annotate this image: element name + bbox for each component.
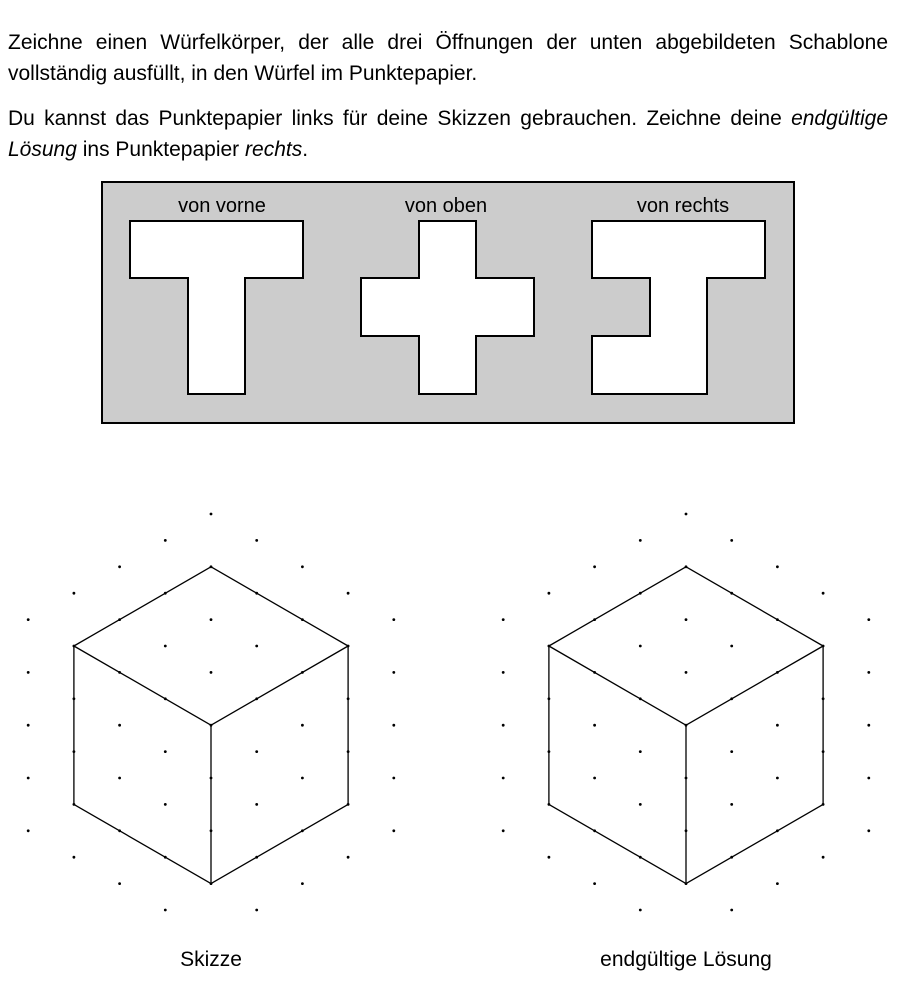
grid-dot (822, 856, 825, 859)
grid-dot (593, 882, 596, 885)
grid-dot (776, 777, 779, 780)
grid-dot (776, 565, 779, 568)
grid-dot (867, 724, 870, 727)
grid-dot (73, 592, 76, 595)
emphasis-final-solution: endgültige Lösung (8, 107, 888, 161)
instruction-text: . (302, 138, 309, 161)
grid-dot (164, 539, 167, 542)
dot-paper-sketch[interactable] (0, 490, 460, 930)
grid-dot (301, 724, 304, 727)
grid-dot (730, 539, 733, 542)
grid-dot (776, 724, 779, 727)
grid-dot (776, 882, 779, 885)
grid-dot (210, 513, 213, 516)
grid-dot (255, 909, 258, 912)
grid-dot (210, 618, 213, 621)
grid-dot (164, 803, 167, 806)
cube-edge (211, 646, 348, 725)
grid-dot (822, 592, 825, 595)
grid-dot (164, 750, 167, 753)
cube-edge (549, 567, 686, 646)
caption-final-solution: endgültige Lösung (600, 948, 772, 971)
grid-dot (255, 539, 258, 542)
grid-dot (639, 750, 642, 753)
cube-edge (74, 804, 211, 883)
grid-dot (639, 803, 642, 806)
grid-dot (164, 909, 167, 912)
grid-dot (548, 856, 551, 859)
grid-dot (27, 671, 30, 674)
grid-dot (255, 750, 258, 753)
stencil-label-top: von oben (404, 195, 488, 217)
grid-dot (27, 777, 30, 780)
grid-dot (502, 829, 505, 832)
instruction-text: ins Punktepapier (76, 138, 246, 161)
instruction-text: Du kannst das Punktepapier links für deine Skizzen gebrauchen. Zeichne deine (8, 107, 792, 130)
grid-dot (502, 618, 505, 621)
dot-paper-final[interactable] (460, 490, 923, 930)
grid-dot (685, 618, 688, 621)
grid-dot (685, 671, 688, 674)
grid-dot (593, 565, 596, 568)
grid-dot (301, 565, 304, 568)
stencil-template (0, 0, 923, 440)
grid-dot (639, 539, 642, 542)
cube-edge (211, 567, 348, 646)
grid-dot (164, 645, 167, 648)
grid-dot (867, 671, 870, 674)
grid-dot (27, 618, 30, 621)
grid-dot (593, 724, 596, 727)
grid-dot (392, 724, 395, 727)
grid-dot (27, 724, 30, 727)
grid-dot (255, 645, 258, 648)
grid-dot (392, 671, 395, 674)
cube-edge (686, 804, 823, 883)
grid-dot (118, 565, 121, 568)
grid-dot (685, 513, 688, 516)
stencil-label-front: von vorne (178, 195, 266, 217)
grid-dot (27, 829, 30, 832)
grid-dot (118, 777, 121, 780)
grid-dot (347, 592, 350, 595)
grid-dot (502, 724, 505, 727)
grid-dot (301, 777, 304, 780)
grid-dot (392, 618, 395, 621)
caption-sketch: Skizze (180, 948, 242, 971)
cube-edge (549, 646, 686, 725)
grid-dot (392, 777, 395, 780)
cube-edge (74, 567, 211, 646)
grid-dot (548, 592, 551, 595)
grid-dot (867, 829, 870, 832)
grid-dot (639, 645, 642, 648)
grid-dot (347, 856, 350, 859)
cube-edge (686, 567, 823, 646)
grid-dot (730, 909, 733, 912)
cube-edge (211, 804, 348, 883)
grid-dot (255, 803, 258, 806)
grid-dot (730, 645, 733, 648)
cube-edge (549, 804, 686, 883)
stencil-label-right: von rechts (636, 195, 730, 217)
grid-dot (301, 882, 304, 885)
cube-edge (686, 646, 823, 725)
grid-dot (118, 724, 121, 727)
grid-dot (593, 777, 596, 780)
grid-dot (392, 829, 395, 832)
grid-dot (730, 750, 733, 753)
grid-dot (867, 777, 870, 780)
grid-dot (730, 803, 733, 806)
grid-dot (73, 856, 76, 859)
grid-dot (502, 777, 505, 780)
grid-dot (210, 671, 213, 674)
grid-dot (118, 882, 121, 885)
grid-dot (502, 671, 505, 674)
cube-edge (74, 646, 211, 725)
grid-dot (639, 909, 642, 912)
grid-dot (867, 618, 870, 621)
instruction-paragraph-1: Zeichne einen Würfelkörper, der alle drei Öffnungen der unten abgebildeten Schablone vollständig ausfüllt, in den Würfel im Punktepapier. (8, 31, 888, 85)
emphasis-right: rechts (245, 138, 303, 161)
